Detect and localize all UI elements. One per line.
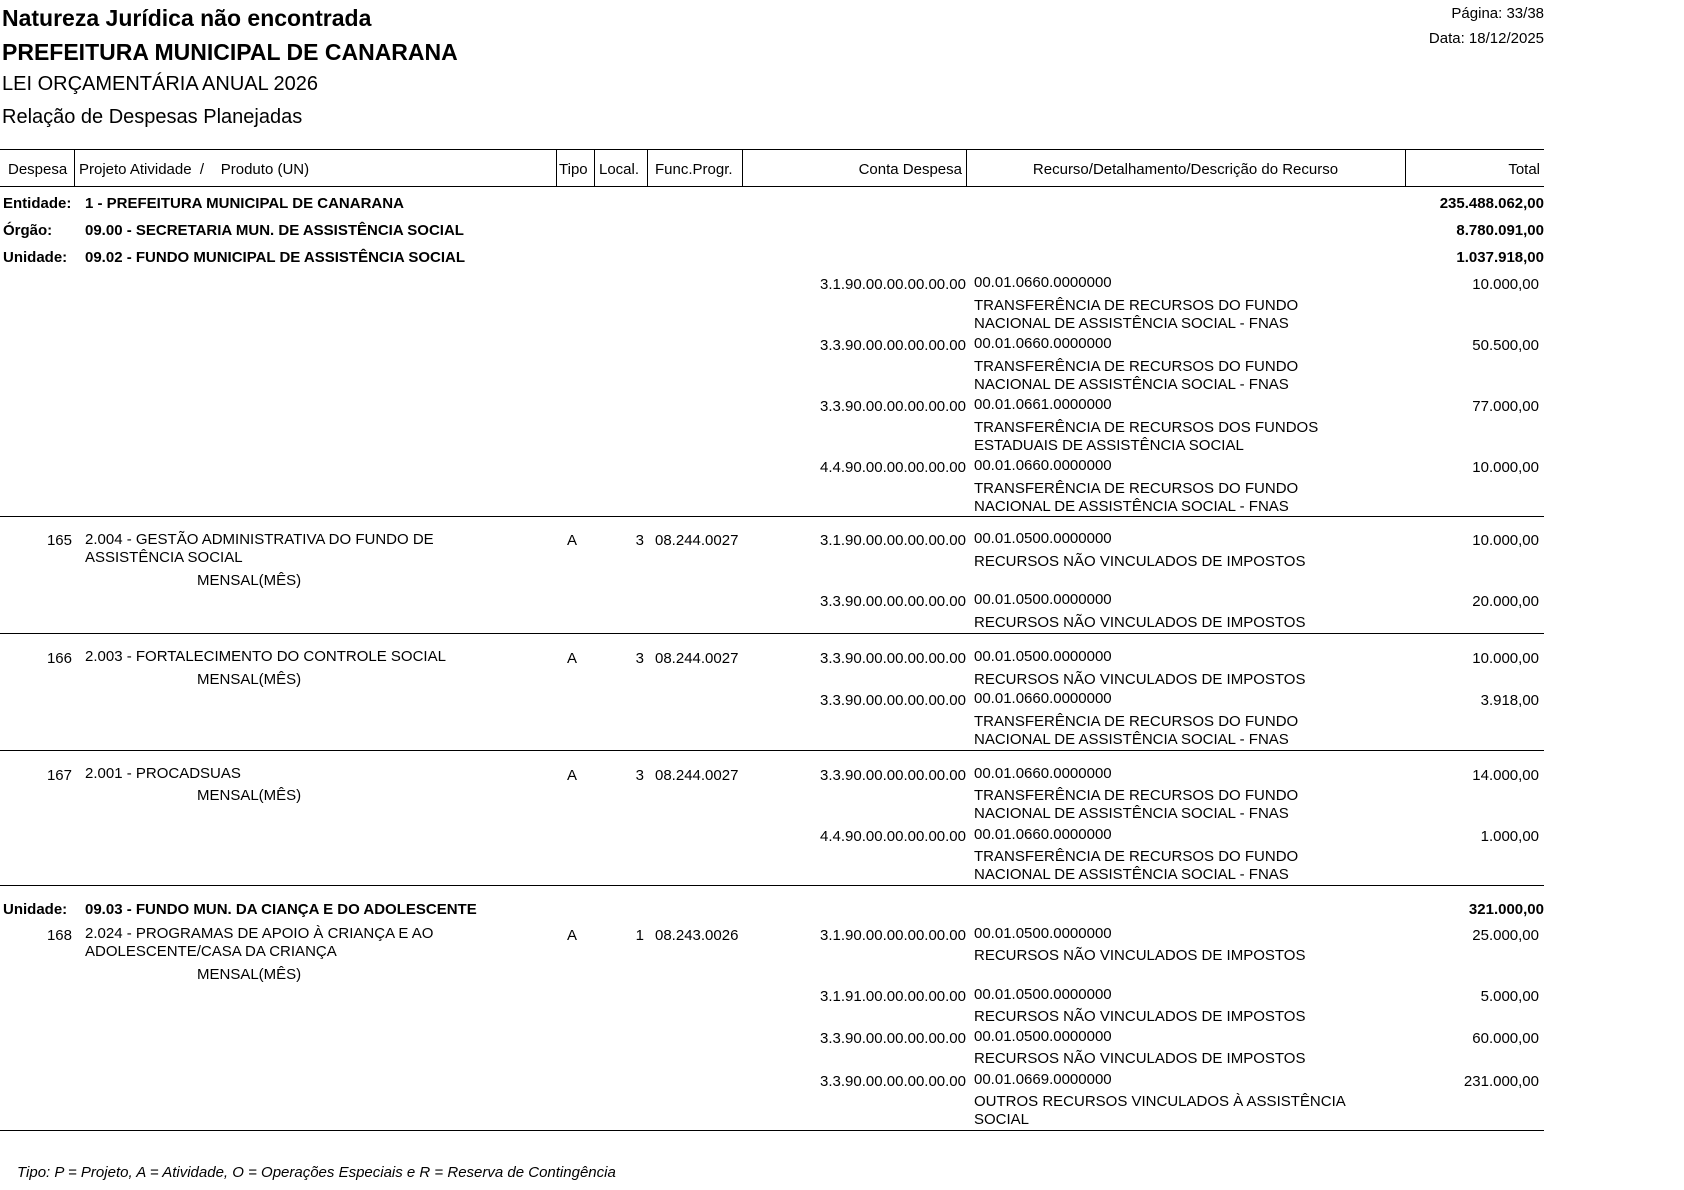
produto-unidade: MENSAL(MÊS): [197, 671, 302, 688]
line-total: 20.000,00: [1472, 593, 1539, 610]
conta-despesa: 3.1.90.00.00.00.00.00: [820, 532, 966, 549]
group-unidade-total: 321.000,00: [1468, 901, 1544, 918]
func-progr: 08.244.0027: [655, 767, 739, 784]
line-total: 50.500,00: [1472, 337, 1539, 354]
recurso-code: 00.01.0500.0000000: [974, 925, 1112, 942]
recurso-description: TRANSFERÊNCIA DE RECURSOS DO FUNDO: [974, 358, 1299, 375]
column-header-conta: Conta Despesa: [858, 161, 962, 178]
group-label-orgao: Órgão:: [3, 222, 53, 239]
recurso-code: 00.01.0660.0000000: [974, 826, 1112, 843]
line-total: 5.000,00: [1480, 988, 1539, 1005]
conta-despesa: 3.1.91.00.00.00.00.00: [820, 988, 966, 1005]
recurso-description: NACIONAL DE ASSISTÊNCIA SOCIAL - FNAS: [974, 731, 1289, 748]
recurso-description: TRANSFERÊNCIA DE RECURSOS DO FUNDO: [974, 297, 1299, 314]
recurso-description: TRANSFERÊNCIA DE RECURSOS DO FUNDO: [974, 480, 1299, 497]
row-separator: [0, 750, 1544, 751]
page-number: Página: 33/38: [1451, 5, 1544, 22]
col-divider: [74, 149, 75, 186]
line-total: 231.000,00: [1463, 1073, 1539, 1090]
column-header-despesa: Despesa: [8, 161, 68, 178]
recurso-code: 00.01.0500.0000000: [974, 530, 1112, 547]
report-law-title: LEI ORÇAMENTÁRIA ANUAL 2026: [2, 73, 319, 95]
tipo-value: A: [567, 927, 578, 944]
line-total: 77.000,00: [1472, 398, 1539, 415]
recurso-description: OUTROS RECURSOS VINCULADOS À ASSISTÊNCIA: [974, 1093, 1346, 1110]
group-unidade: 09.03 - FUNDO MUN. DA CIANÇA E DO ADOLESCENTE: [85, 901, 477, 918]
produto-unidade: MENSAL(MÊS): [197, 966, 302, 983]
projeto-atividade: 2.024 - PROGRAMAS DE APOIO À CRIANÇA E AO: [85, 925, 434, 942]
recurso-code: 00.01.0500.0000000: [974, 591, 1112, 608]
tipo-value: A: [567, 767, 578, 784]
recurso-description: NACIONAL DE ASSISTÊNCIA SOCIAL - FNAS: [974, 805, 1289, 822]
recurso-description: NACIONAL DE ASSISTÊNCIA SOCIAL - FNAS: [974, 376, 1289, 393]
projeto-atividade: 2.003 - FORTALECIMENTO DO CONTROLE SOCIAL: [85, 648, 446, 665]
func-progr: 08.244.0027: [655, 650, 739, 667]
despesa-number: 165: [46, 532, 72, 549]
conta-despesa: 3.3.90.00.00.00.00.00: [820, 650, 966, 667]
report-subtitle: Relação de Despesas Planejadas: [2, 106, 303, 128]
report-nature-title: Natureza Jurídica não encontrada: [2, 5, 372, 31]
produto-unidade: MENSAL(MÊS): [197, 572, 302, 589]
col-divider: [556, 149, 557, 186]
recurso-description: TRANSFERÊNCIA DE RECURSOS DO FUNDO: [974, 787, 1299, 804]
group-unidade: 09.02 - FUNDO MUNICIPAL DE ASSISTÊNCIA SOCIAL: [85, 249, 466, 266]
recurso-description: NACIONAL DE ASSISTÊNCIA SOCIAL - FNAS: [974, 315, 1289, 332]
conta-despesa: 3.3.90.00.00.00.00.00: [820, 1030, 966, 1047]
conta-despesa: 3.3.90.00.00.00.00.00: [820, 692, 966, 709]
col-divider: [594, 149, 595, 186]
row-separator: [0, 516, 1544, 517]
line-total: 1.000,00: [1480, 828, 1539, 845]
recurso-description: RECURSOS NÃO VINCULADOS DE IMPOSTOS: [974, 947, 1306, 964]
projeto-atividade: 2.001 - PROCADSUAS: [85, 765, 241, 782]
projeto-atividade: ASSISTÊNCIA SOCIAL: [85, 549, 243, 566]
recurso-code: 00.01.0500.0000000: [974, 1028, 1112, 1045]
row-separator: [0, 885, 1544, 886]
recurso-description: TRANSFERÊNCIA DE RECURSOS DO FUNDO: [974, 848, 1299, 865]
group-label-unidade: Unidade:: [3, 249, 68, 266]
tipo-value: A: [567, 532, 578, 549]
recurso-description: RECURSOS NÃO VINCULADOS DE IMPOSTOS: [974, 1050, 1306, 1067]
conta-despesa: 3.1.90.00.00.00.00.00: [820, 276, 966, 293]
recurso-description: RECURSOS NÃO VINCULADOS DE IMPOSTOS: [974, 671, 1306, 688]
conta-despesa: 3.1.90.00.00.00.00.00: [820, 927, 966, 944]
conta-despesa: 3.3.90.00.00.00.00.00: [820, 398, 966, 415]
line-total: 25.000,00: [1472, 927, 1539, 944]
line-total: 10.000,00: [1472, 276, 1539, 293]
func-progr: 08.244.0027: [655, 532, 739, 549]
recurso-code: 00.01.0669.0000000: [974, 1071, 1112, 1088]
recurso-description: TRANSFERÊNCIA DE RECURSOS DOS FUNDOS: [974, 419, 1319, 436]
line-total: 10.000,00: [1472, 650, 1539, 667]
recurso-code: 00.01.0660.0000000: [974, 457, 1112, 474]
column-header-total: Total: [1508, 161, 1540, 178]
local-value: 3: [635, 767, 644, 784]
col-divider: [647, 149, 648, 186]
local-value: 3: [635, 650, 644, 667]
column-header-recurso: Recurso/Detalhamento/Descrição do Recurso: [1032, 161, 1339, 178]
recurso-description: TRANSFERÊNCIA DE RECURSOS DO FUNDO: [974, 713, 1299, 730]
column-header-local: Local.: [599, 161, 640, 178]
group-orgao: 09.00 - SECRETARIA MUN. DE ASSISTÊNCIA SOCIAL: [85, 222, 464, 239]
conta-despesa: 4.4.90.00.00.00.00.00: [820, 828, 966, 845]
conta-despesa: 3.3.90.00.00.00.00.00: [820, 593, 966, 610]
column-header-tipo: Tipo: [559, 161, 588, 178]
group-unidade-total: 1.037.918,00: [1456, 249, 1544, 266]
column-header-func: Func.Progr.: [655, 161, 733, 178]
group-label-unidade: Unidade:: [3, 901, 68, 918]
recurso-description: NACIONAL DE ASSISTÊNCIA SOCIAL - FNAS: [974, 498, 1289, 515]
recurso-code: 00.01.0661.0000000: [974, 396, 1112, 413]
local-value: 1: [635, 927, 644, 944]
projeto-atividade: 2.004 - GESTÃO ADMINISTRATIVA DO FUNDO DE: [85, 531, 434, 548]
footer-legend: Tipo: P = Projeto, A = Atividade, O = Operações Especiais e R = Reserva de Contingência: [17, 1164, 616, 1181]
line-total: 10.000,00: [1472, 459, 1539, 476]
header-bottom-rule: [0, 186, 1544, 187]
column-header-projeto: Projeto Atividade / Produto (UN): [79, 161, 310, 178]
recurso-code: 00.01.0660.0000000: [974, 765, 1112, 782]
row-separator: [0, 633, 1544, 634]
conta-despesa: 3.3.90.00.00.00.00.00: [820, 337, 966, 354]
recurso-code: 00.01.0660.0000000: [974, 690, 1112, 707]
group-orgao-total: 8.780.091,00: [1456, 222, 1544, 239]
conta-despesa: 3.3.90.00.00.00.00.00: [820, 1073, 966, 1090]
local-value: 3: [635, 532, 644, 549]
recurso-description: RECURSOS NÃO VINCULADOS DE IMPOSTOS: [974, 1008, 1306, 1025]
header-top-rule: [0, 149, 1544, 150]
row-separator: [0, 1130, 1544, 1131]
line-total: 60.000,00: [1472, 1030, 1539, 1047]
conta-despesa: 4.4.90.00.00.00.00.00: [820, 459, 966, 476]
group-entidade-total: 235.488.062,00: [1439, 195, 1544, 212]
report-municipality-title: PREFEITURA MUNICIPAL DE CANARANA: [2, 39, 458, 65]
despesa-number: 166: [46, 650, 72, 667]
group-label-entidade: Entidade:: [3, 195, 72, 212]
recurso-code: 00.01.0500.0000000: [974, 986, 1112, 1003]
despesa-number: 168: [46, 927, 72, 944]
recurso-description: NACIONAL DE ASSISTÊNCIA SOCIAL - FNAS: [974, 866, 1289, 883]
tipo-value: A: [567, 650, 578, 667]
group-entidade: 1 - PREFEITURA MUNICIPAL DE CANARANA: [85, 195, 404, 212]
conta-despesa: 3.3.90.00.00.00.00.00: [820, 767, 966, 784]
recurso-description: RECURSOS NÃO VINCULADOS DE IMPOSTOS: [974, 614, 1306, 631]
despesa-number: 167: [46, 767, 72, 784]
produto-unidade: MENSAL(MÊS): [197, 787, 302, 804]
projeto-atividade: ADOLESCENTE/CASA DA CRIANÇA: [85, 943, 337, 960]
line-total: 14.000,00: [1472, 767, 1539, 784]
report-date: Data: 18/12/2025: [1428, 30, 1544, 47]
func-progr: 08.243.0026: [655, 927, 739, 944]
recurso-description: SOCIAL: [974, 1111, 1030, 1128]
recurso-code: 00.01.0500.0000000: [974, 648, 1112, 665]
recurso-code: 00.01.0660.0000000: [974, 274, 1112, 291]
recurso-description: RECURSOS NÃO VINCULADOS DE IMPOSTOS: [974, 553, 1306, 570]
recurso-description: ESTADUAIS DE ASSISTÊNCIA SOCIAL: [974, 437, 1244, 454]
recurso-code: 00.01.0660.0000000: [974, 335, 1112, 352]
line-total: 3.918,00: [1480, 692, 1539, 709]
line-total: 10.000,00: [1472, 532, 1539, 549]
